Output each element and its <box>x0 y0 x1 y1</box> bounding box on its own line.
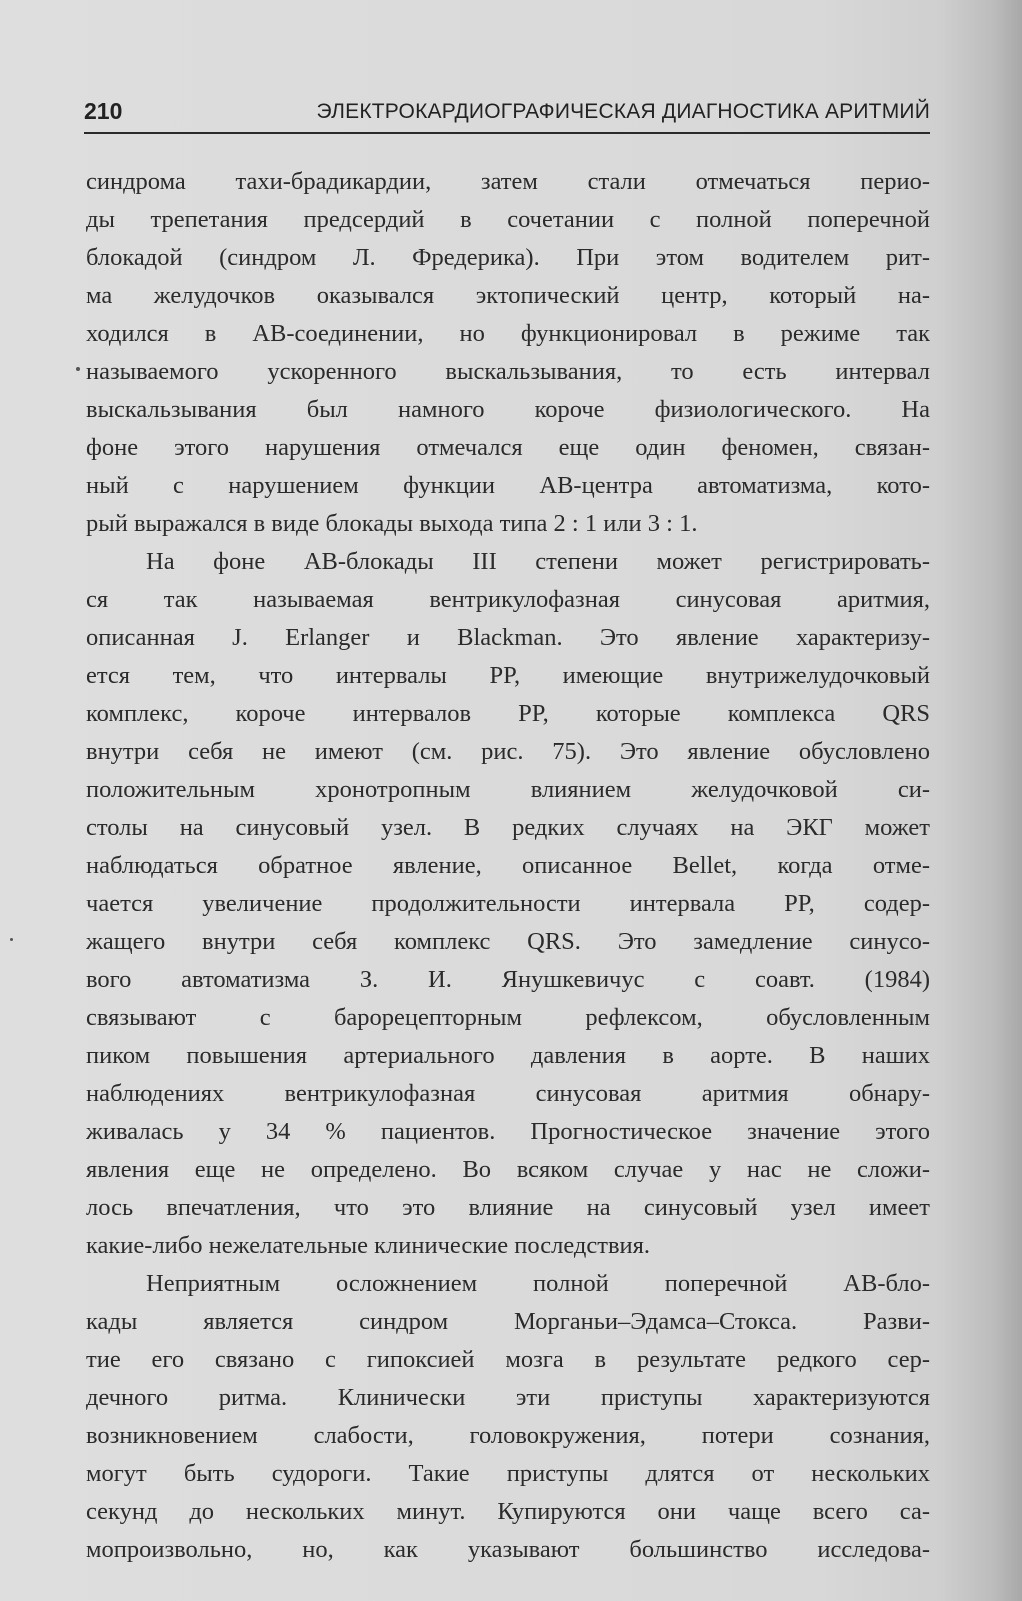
paragraph-1 <box>86 163 930 543</box>
text-line: фоне этого нарушения отмечался еще один феномен, связан- <box>86 434 930 461</box>
paragraph-2 <box>86 543 930 1265</box>
page-number: 210 <box>84 98 123 124</box>
text-line: рый выражался в виде блокады выхода типа 2 : 1 или 3 : 1. <box>86 510 698 537</box>
text-line: ный с нарушением функции АВ-центра автоматизма, кото- <box>86 472 930 499</box>
text-line: Неприятным осложнением полной поперечной АВ-бло- <box>146 1270 930 1297</box>
text-line: могут быть судороги. Такие приступы длятся от нескольких <box>86 1460 930 1487</box>
text-line: ма желудочков оказывался эктопический центр, который на- <box>86 282 930 309</box>
text-line: ходился в АВ-соединении, но функционировал в режиме так <box>86 320 930 347</box>
text-line: наблюдаться обратное явление, описанное Bellet, когда отме- <box>86 852 930 879</box>
text-line: столы на синусовый узел. В редких случаях на ЭКГ может <box>86 814 930 841</box>
text-line: ется тем, что интервалы PP, имеющие внутрижелудочковый <box>86 662 930 689</box>
text-line: тие его связано с гипоксией мозга в результате редкого сер- <box>86 1346 930 1373</box>
running-title: ЭЛЕКТРОКАРДИОГРАФИЧЕСКАЯ ДИАГНОСТИКА АРИТМИЙ <box>316 100 930 123</box>
scan-speck <box>10 938 13 941</box>
text-line: комплекс, короче интервалов PP, которые комплекса QRS <box>86 700 930 727</box>
text-line: какие-либо нежелательные клинические последствия. <box>86 1232 651 1259</box>
text-line: блокадой (синдром Л. Фредерика). При этом водителем рит- <box>86 244 930 271</box>
text-line: возникновением слабости, головокружения, потери сознания, <box>86 1422 930 1449</box>
text-line: описанная J. Erlanger и Blackman. Это явление характеризу- <box>86 624 930 651</box>
text-line: На фоне АВ-блокады III степени может регистрировать- <box>146 548 930 575</box>
text-line: чается увеличение продолжительности интервала PP, содер- <box>86 890 930 917</box>
scan-speck <box>76 367 80 371</box>
text-line: ды трепетания предсердий в сочетании с полной поперечной <box>86 206 930 233</box>
text-line: ся так называемая вентрикулофазная синусовая аритмия, <box>86 586 930 613</box>
text-line: явления еще не определено. Во всяком случае у нас не сложи- <box>86 1156 930 1183</box>
text-line: лось впечатления, что это влияние на синусовый узел имеет <box>86 1194 930 1221</box>
paragraph-3 <box>86 1265 930 1569</box>
text-line: дечного ритма. Клинически эти приступы характеризуются <box>86 1384 930 1411</box>
body-text <box>86 163 930 1569</box>
text-line: положительным хронотропным влиянием желудочковой си- <box>86 776 930 803</box>
text-line: синдрома тахи-брадикардии, затем стали отмечаться перио- <box>86 168 930 195</box>
text-line: внутри себя не имеют (см. рис. 75). Это явление обусловлено <box>86 738 930 765</box>
text-line: пиком повышения артериального давления в аорте. В наших <box>86 1042 930 1069</box>
page-header <box>84 92 930 134</box>
text-line: вого автоматизма З. И. Янушкевичус с соавт. (1984) <box>86 966 930 993</box>
text-line: живалась у 34 % пациентов. Прогностическое значение этого <box>86 1118 930 1145</box>
text-line: наблюдениях вентрикулофазная синусовая аритмия обнару- <box>86 1080 930 1107</box>
text-line: называемого ускоренного выскальзывания, то есть интервал <box>86 358 930 385</box>
text-line: секунд до нескольких минут. Купируются они чаще всего са- <box>86 1498 930 1525</box>
text-line: выскальзывания был намного короче физиологического. На <box>86 396 930 423</box>
text-line: кады является синдром Морганьи–Эдамса–Стокса. Разви- <box>86 1308 930 1335</box>
text-line: мопроизвольно, но, как указывают большинство исследова- <box>86 1536 930 1563</box>
text-line: жащего внутри себя комплекс QRS. Это замедление синусо- <box>86 928 930 955</box>
text-line: связывают с барорецепторным рефлексом, обусловленным <box>86 1004 930 1031</box>
